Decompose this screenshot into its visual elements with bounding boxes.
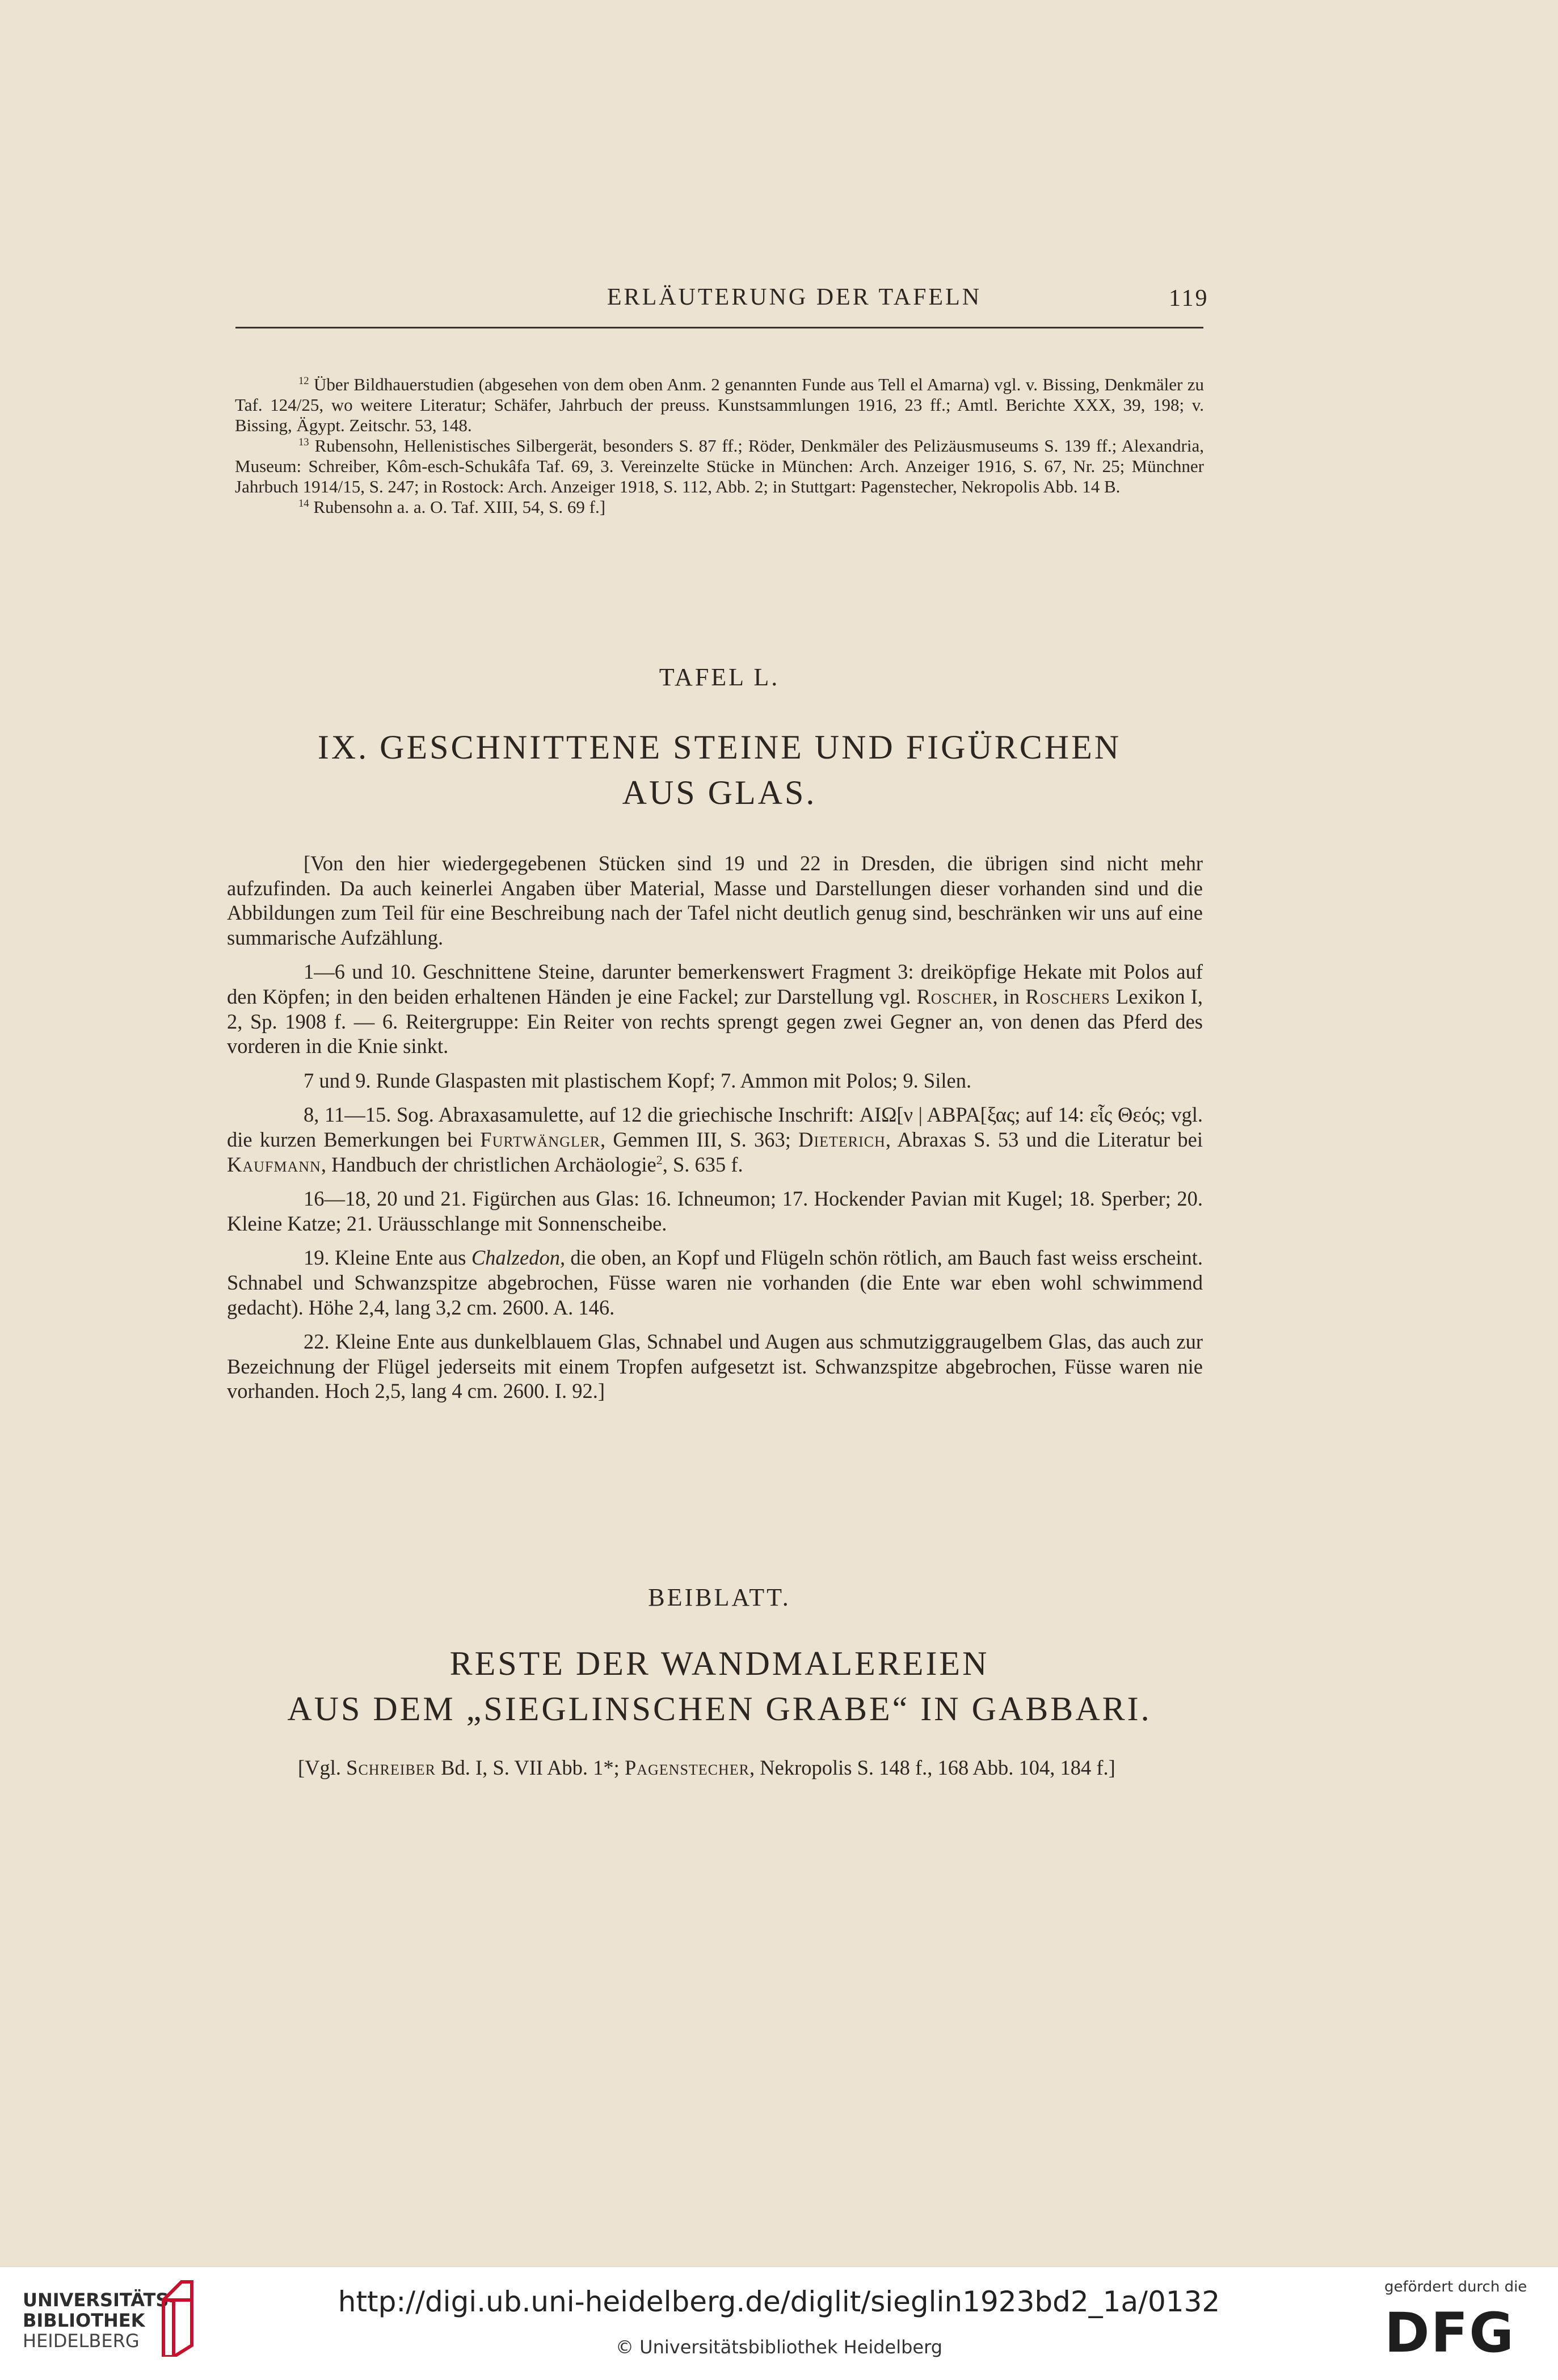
permalink[interactable]: http://digi.ub.uni-heidelberg.de/diglit/sieglin1923bd2_1a/0132 bbox=[338, 2285, 1220, 2318]
footnote-text: Rubensohn, Hellenistisches Silbergerät, besonders S. 87 ff.; Röder, Denkmäler des Pelizäusmuseums S. 139 ff.; Alexandria, Museum: Schreiber, Kôm-esch-Schukâfa Taf. 69, 3. Vereinzelte Stücke in München: Arch. Anzeiger 1916, S. 67, Nr. 25; Münchner Jahrbuch 1914/15, S. 247; in Rostock: Arch. Anzeiger 1918, S. 112, Abb. 2; in Stuttgart: Pagenstecher, Nekropolis Abb. 14 B. bbox=[235, 436, 1205, 496]
funding-label: gefördert durch die bbox=[1384, 2278, 1527, 2295]
tafel-title-line1: IX. GESCHNITTENE STEINE UND FIGÜRCHEN bbox=[317, 728, 1122, 766]
tafel-label: TAFEL L. bbox=[659, 663, 780, 691]
paragraph-abraxas: 8, 11—15. Sog. Abraxasamulette, auf 12 die griechische Inschrift: ΑΙΩ[ν | ΑΒΡΑ[ξας; auf 14: εἷς Θεός; vgl. die kurzen Bemerkungen bei Furtwängler, Gemmen III, S. 363; Dieterich, Abraxas S. 53 und die Literatur bei Kaufmann, Handbuch der christlichen Archäologie$^2$, S. 635 f. bbox=[227, 1103, 1203, 1176]
author-pagenstecher: Pagenstecher bbox=[624, 1756, 750, 1779]
beiblatt-title-line1: RESTE DER WANDMALEREIEN bbox=[449, 1645, 989, 1682]
author-roscher: Roscher bbox=[916, 984, 993, 1008]
paragraph-steine: 1—6 und 10. Geschnittene Steine, darunter bemerkenswert Fragment 3: dreiköpfige Hekate mit Polos auf den Köpfen; in den beiden erhaltenen Händen je eine Fackel; zur Darstellung vgl. Roscher, in Roschers Lexikon I, 2, Sp. 1908 f. — 6. Reitergruppe: Ein Reiter von rechts sprengt gegen zwei Gegner an, von denen das Pferd des vorderen in die Knie sinkt. bbox=[227, 960, 1203, 1058]
footnote-13 bbox=[235, 436, 1204, 497]
paragraph-figuerchen: 16—18, 20 und 21. Figürchen aus Glas: 16. Ichneumon; 17. Hockender Pavian mit Kugel; 18. Sperber; 20. Kleine Katze; 21. Uräusschlange mit Sonnenscheibe. bbox=[227, 1187, 1203, 1235]
copyright-notice: © Universitätsbibliothek Heidelberg bbox=[615, 2336, 942, 2358]
dfg-wordmark: DFG bbox=[1384, 2301, 1515, 2365]
author-schreiber: Schreiber bbox=[346, 1756, 436, 1779]
dfg-logo bbox=[1384, 2301, 1515, 2365]
footnote-number: 12 bbox=[298, 374, 309, 387]
author-kaufmann: Kaufmann bbox=[227, 1152, 321, 1176]
header-rule bbox=[235, 327, 1203, 328]
paragraph-glaspasten: 7 und 9. Runde Glaspasten mit plastischem Kopf; 7. Ammon mit Polos; 9. Silen. bbox=[304, 1068, 972, 1092]
footnotes bbox=[235, 374, 1204, 517]
footnote-number: 13 bbox=[298, 436, 309, 448]
library-name: UNIVERSITÄTS- BIBLIOTHEK HEIDELBERG bbox=[23, 2289, 176, 2352]
beiblatt-title-line2: AUS DEM „SIEGLINSCHEN GRABE“ IN GABBARI. bbox=[287, 1690, 1152, 1728]
beiblatt-reference: [Vgl. Schreiber Bd. I, S. VII Abb. 1*; Pagenstecher, Nekropolis S. 148 f., 168 Abb. 104, 184 f.] bbox=[298, 1756, 1115, 1779]
running-title: ERLÄUTERUNG DER TAFELN bbox=[607, 284, 982, 310]
footnote-text: Über Bildhauerstudien (abgesehen von dem oben Anm. 2 genannten Funde aus Tell el Amarna) vgl. v. Bissing, Denkmäler zu Taf. 124/25, wo weitere Literatur; Schäfer, Jahrbuch der preuss. Kunstsammlungen 1916, 23 ff.; Amtl. Berichte XXX, 39, 198; v. Bissing, Ägypt. Zeitschr. 53, 148. bbox=[235, 374, 1204, 435]
author-roschers: Roschers bbox=[1025, 984, 1110, 1008]
author-dieterich: Dieterich bbox=[798, 1127, 886, 1151]
paragraph-ente-22: 22. Kleine Ente aus dunkelblauem Glas, Schnabel und Augen aus schmutziggraugelbem Glas, das auch zur Bezeichnung der Flügel jederseits mit einem Tropfen aufgesetzt ist. Schwanzspitze abgebrochen, Füsse waren nie vorhanden. Hoch 2,5, lang 4 cm. 2600. I. 92.] bbox=[227, 1330, 1203, 1403]
page-number: 119 bbox=[1169, 285, 1209, 311]
paragraph-intro: [Von den hier wiedergegebenen Stücken sind 19 und 22 in Dresden, die übrigen sind nicht mehr aufzufinden. Da auch keinerlei Angaben über Material, Masse und Darstellungen dieser vorhanden sind und die Abbildungen zum Teil für eine Beschreibung nach der Tafel nicht deutlich genug sind, beschränken wir uns auf eine summarische Aufzählung. bbox=[227, 852, 1203, 949]
paragraph-ente-19: 19. Kleine Ente aus Chalzedon, die oben, an Kopf und Flügeln schön rötlich, am Bauch fast weiss erscheint. Schnabel und Schwanzspitze abgebrochen, Füsse waren nie vorhanden (die Ente war eben wohl schwimmend gedacht). Höhe 2,4, lang 3,2 cm. 2600. A. 146. bbox=[227, 1246, 1203, 1319]
footnote-14 bbox=[235, 497, 1204, 517]
footnote-12 bbox=[235, 374, 1204, 436]
footnote-text: Rubensohn a. a. O. Taf. XIII, 54, S. 69 f.] bbox=[313, 497, 606, 517]
beiblatt-label: BEIBLATT. bbox=[648, 1583, 791, 1611]
footnote-number: 14 bbox=[298, 497, 309, 509]
tafel-title-line2: AUS GLAS. bbox=[622, 774, 817, 811]
material-chalzedon: Chalzedon, bbox=[471, 1246, 566, 1270]
author-furtwaengler: Furtwängler bbox=[480, 1127, 600, 1151]
viewer-footer bbox=[0, 2267, 1558, 2380]
body-text bbox=[227, 851, 1203, 1413]
